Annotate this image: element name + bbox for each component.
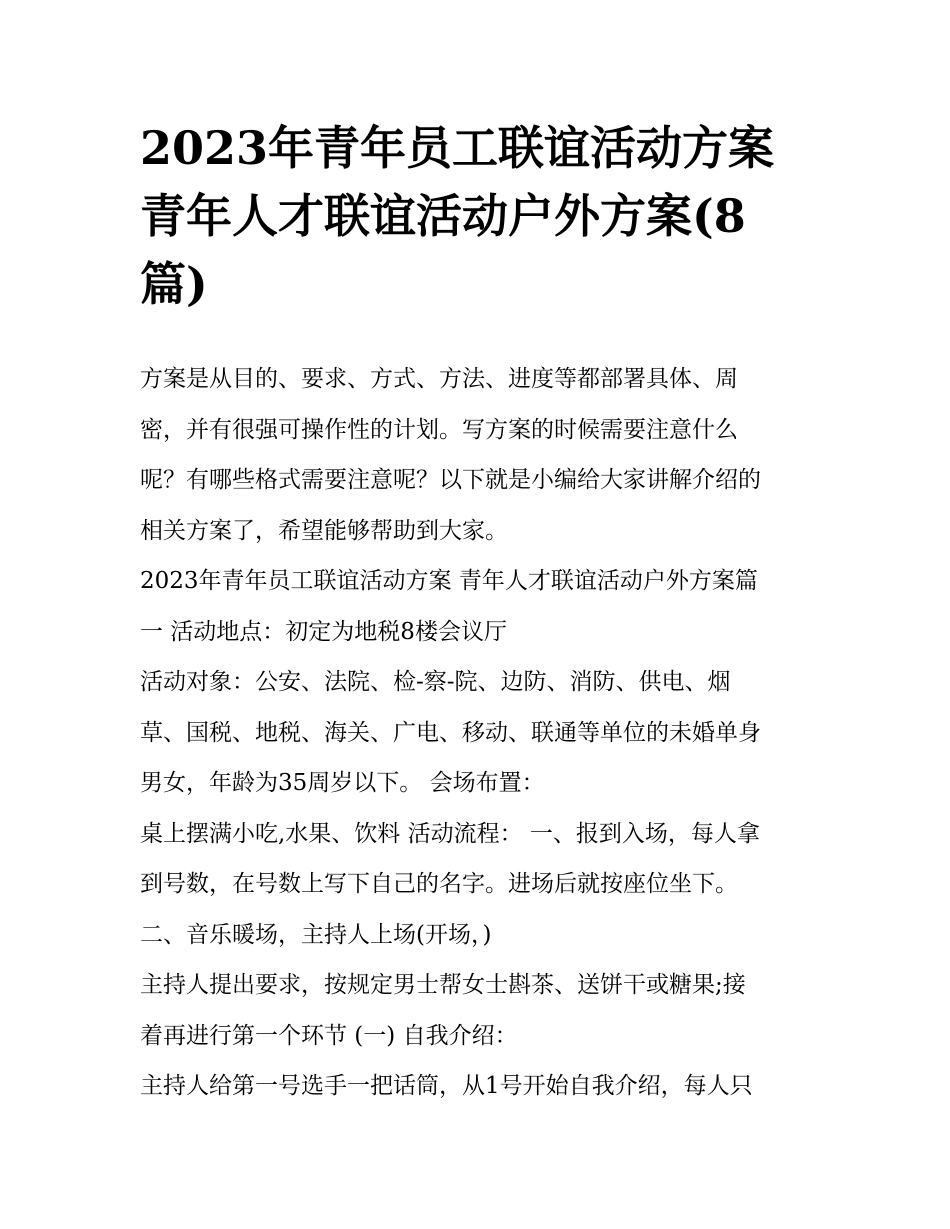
body-line: 桌上摆满小吃,水果、饮料 活动流程： 一、报到入场，每人拿 <box>140 820 760 847</box>
title-line: 2023年青年员工联谊活动方案 <box>140 121 775 175</box>
title-line: 篇) <box>140 257 208 311</box>
body-line: 活动对象：公安、法院、检-察-院、边防、消防、供电、烟 <box>140 669 731 695</box>
body-line: 一 活动地点：初定为地税8楼会议厅 <box>140 618 507 645</box>
body-line: 密，并有很强可操作性的计划。写方案的时候需要注意什么 <box>140 416 738 443</box>
body-line: 着再进行第一个环节 (一) 自我介绍： <box>140 1022 518 1049</box>
body-line: 呢？有哪些格式需要注意呢？以下就是小编给大家讲解介绍的 <box>140 467 761 493</box>
document-body <box>140 354 830 1112</box>
body-line: 方案是从目的、要求、方式、方法、进度等都部署具体、周 <box>140 366 738 392</box>
body-line: 草、国税、地税、海关、广电、移动、联通等单位的未婚单身 <box>140 719 761 746</box>
title-line: 青年人才联谊活动户外方案(8 <box>140 189 746 243</box>
body-line: 二、音乐暖场，主持人上场(开场，) <box>140 921 492 948</box>
document-title <box>140 114 830 318</box>
body-line: 2023年青年员工联谊活动方案 青年人才联谊活动户外方案篇 <box>140 568 758 594</box>
body-line: 主持人提出要求，按规定男士帮女士斟茶、送饼干或糖果;接 <box>140 972 746 998</box>
body-line: 主持人给第一号选手一把话筒，从1号开始自我介绍，每人只 <box>140 1073 753 1099</box>
body-line: 相关方案了，希望能够帮助到大家。 <box>140 517 508 544</box>
body-line: 到号数，在号数上写下自己的名字。进场后就按座位坐下。 <box>140 871 738 897</box>
body-line: 男女，年龄为35周岁以下。 会场布置： <box>140 770 545 796</box>
